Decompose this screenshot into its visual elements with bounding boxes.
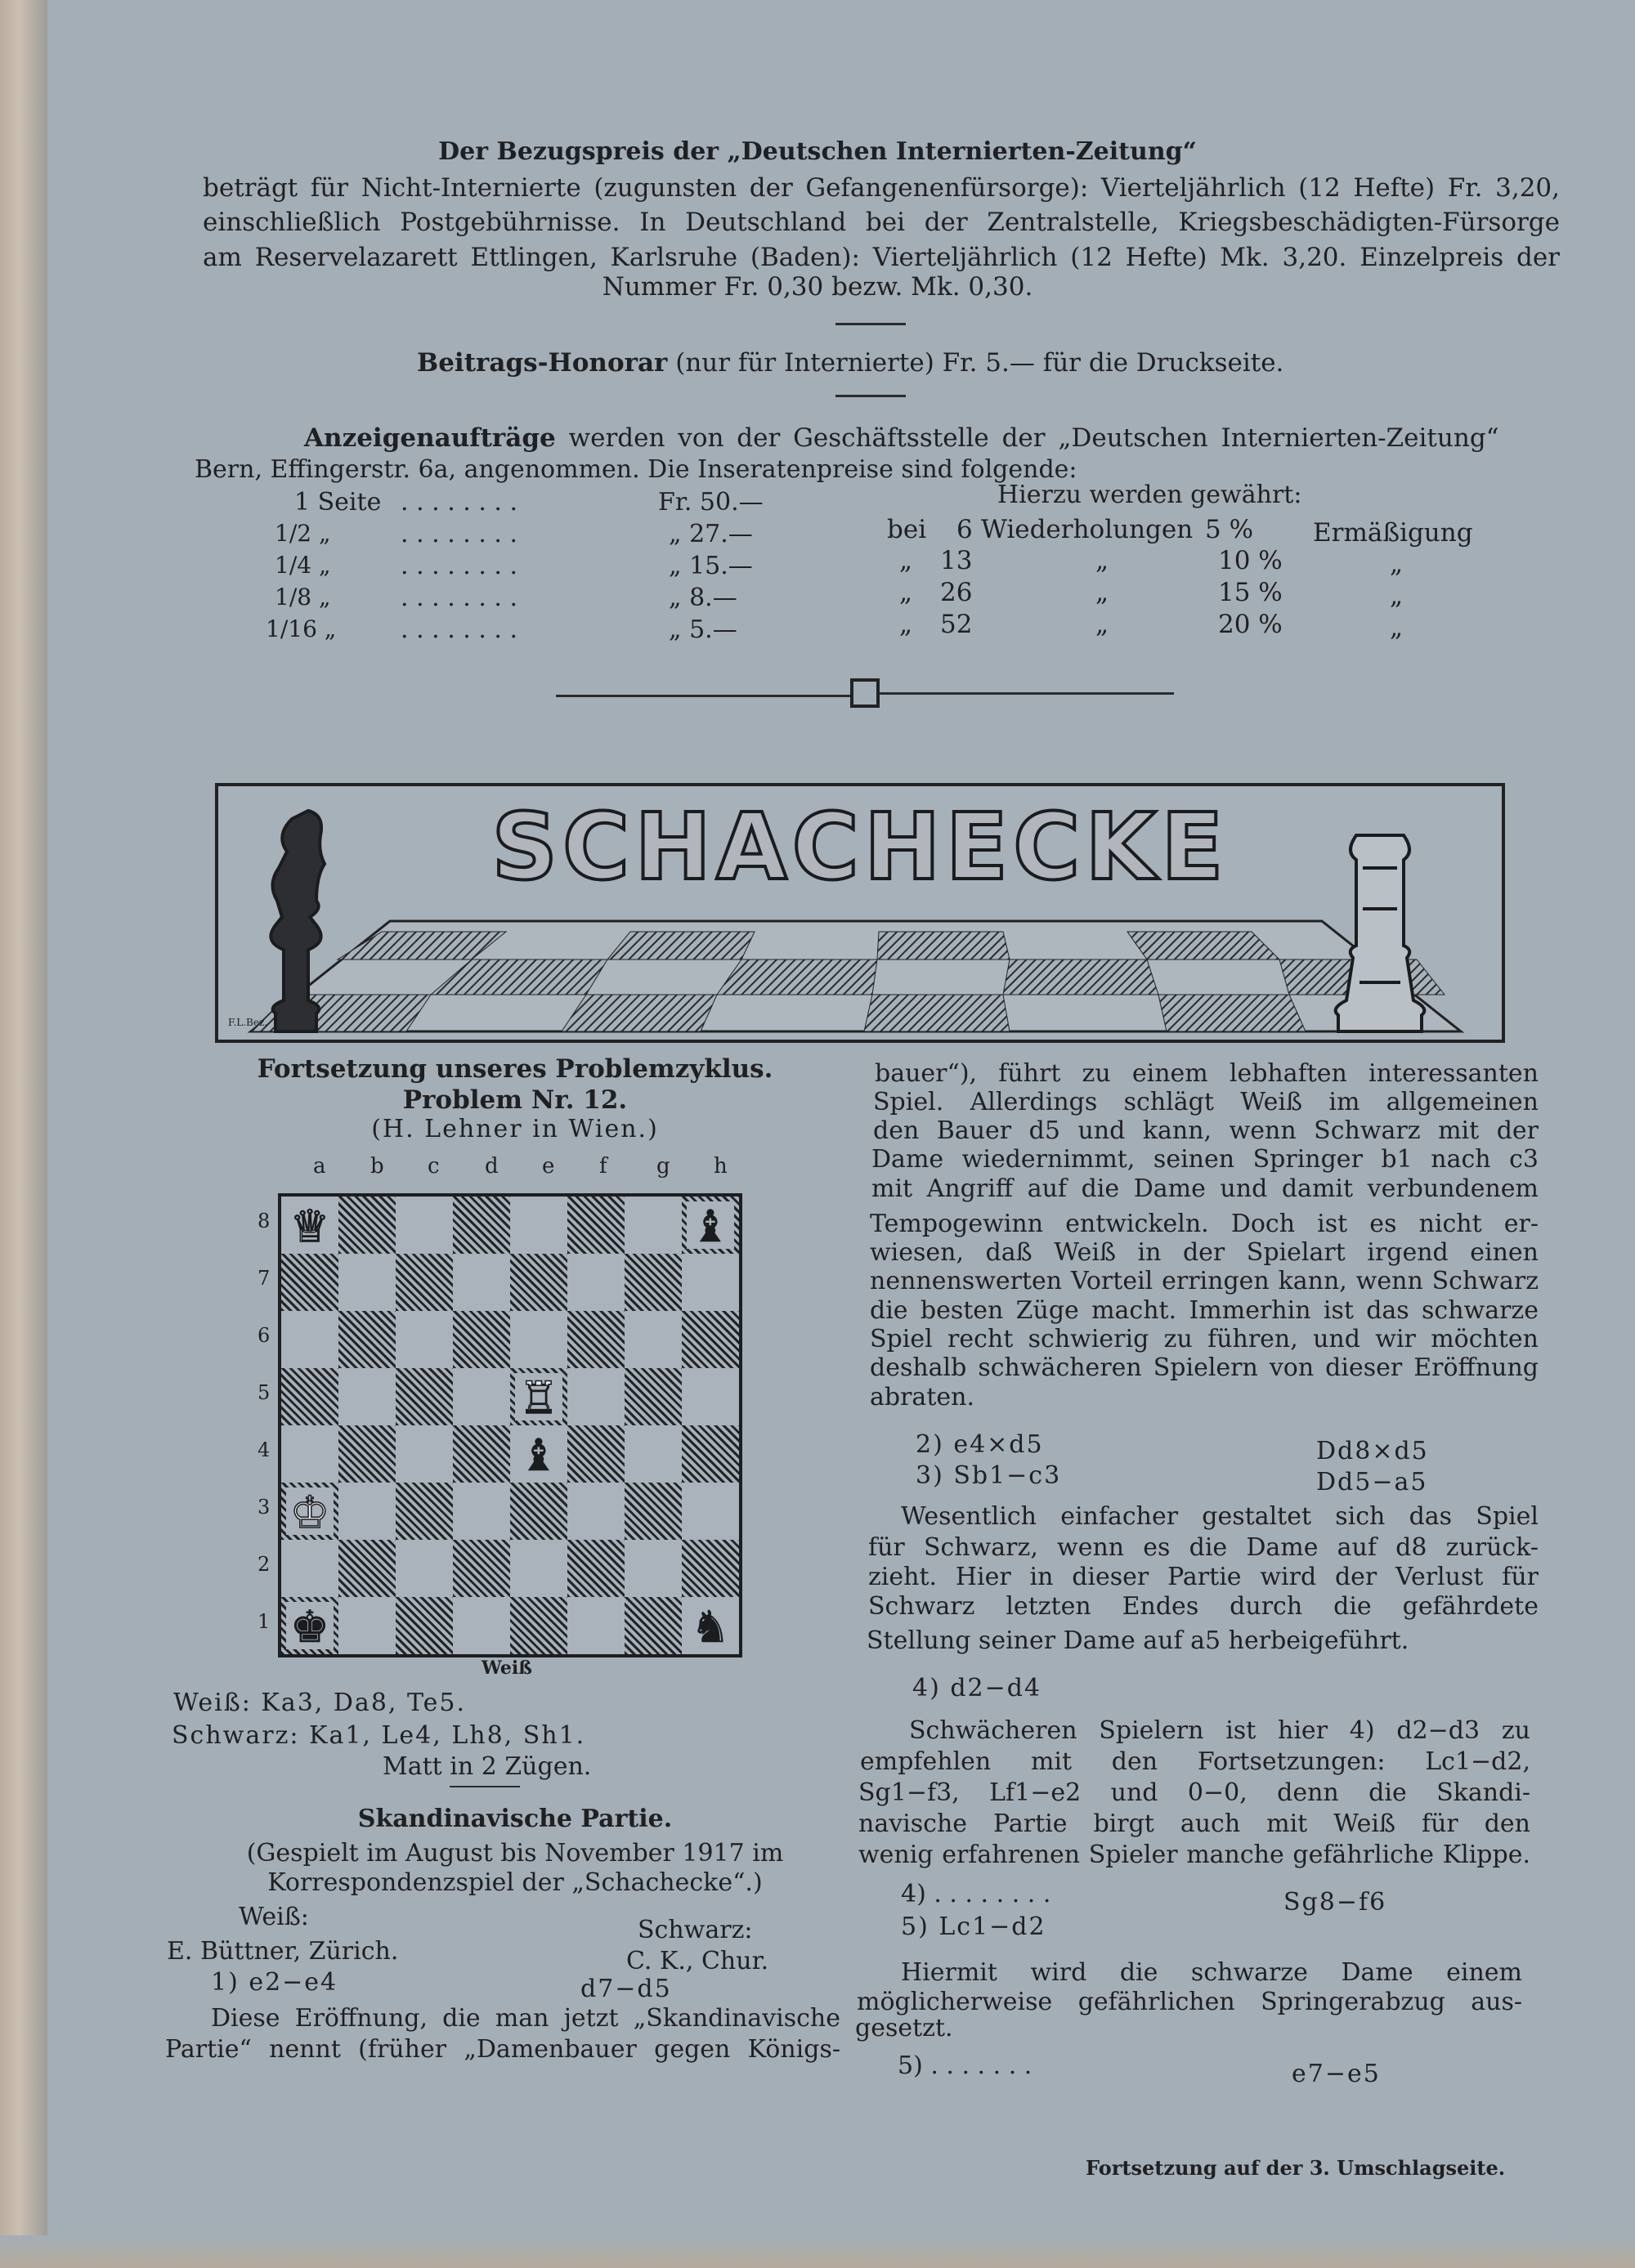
right-line: Wesentlich einfacher gestaltet sich das Spiel — [901, 1502, 1539, 1531]
discount-tail: „ — [1390, 581, 1404, 611]
rank-label: 4 — [258, 1438, 271, 1461]
square-g1 — [625, 1597, 682, 1654]
square-g7 — [625, 1254, 682, 1311]
rank-label: 1 — [258, 1610, 271, 1633]
rank-label: 2 — [258, 1553, 271, 1576]
move5-black: e7−e5 — [1292, 2060, 1381, 2088]
discount-bei: „ — [899, 578, 913, 607]
discount-pct: 10 % — [1218, 546, 1283, 575]
file-label: c — [428, 1154, 440, 1179]
ads-intro-bold: Anzeigenaufträge — [304, 423, 556, 453]
discount-label: „ — [1095, 578, 1109, 607]
square-a4 — [281, 1425, 338, 1483]
right-line: wenig erfahrenen Spieler manche gefährliche Klippe. — [858, 1841, 1530, 1869]
discount-bei: bei — [887, 515, 927, 544]
square-a3 — [281, 1483, 338, 1540]
problem-task: Matt in 2 Zügen. — [383, 1752, 592, 1781]
schachecke-banner — [215, 783, 1505, 1043]
square-g8 — [625, 1197, 682, 1254]
square-f1 — [567, 1597, 625, 1654]
file-label: e — [542, 1154, 555, 1179]
price-value: Fr. 50.— — [658, 488, 764, 517]
right-line: die besten Züge macht. Immerhin ist das schwarze — [870, 1296, 1539, 1325]
file-label: a — [313, 1154, 326, 1179]
discount-tail: „ — [1390, 613, 1404, 642]
right-line: mit Angriff auf die Dame und damit verbundenem — [871, 1174, 1539, 1203]
file-label: g — [656, 1154, 670, 1179]
square-b1 — [338, 1597, 396, 1654]
square-c4 — [396, 1425, 453, 1483]
ornament-rule-right — [880, 692, 1174, 695]
right-line: Dame wiedernimmt, seinen Springer b1 nach c3 — [871, 1145, 1539, 1174]
right-line: für Schwarz, wenn es die Dame auf d8 zurück- — [868, 1533, 1539, 1562]
ornament-square — [850, 678, 880, 708]
divider — [450, 1786, 520, 1787]
black-player: C. K., Chur. — [626, 1947, 769, 1975]
move2-black: Dd8×d5 — [1316, 1437, 1429, 1465]
square-h3 — [682, 1483, 739, 1540]
square-c3 — [396, 1483, 453, 1540]
square-d2 — [453, 1540, 510, 1597]
file-label: f — [599, 1154, 607, 1179]
square-d4 — [453, 1425, 510, 1483]
honorar-bold: Beitrags-Honorar — [417, 348, 668, 378]
square-a1 — [281, 1597, 338, 1654]
discount-label: „ — [1095, 546, 1109, 575]
square-a8 — [281, 1197, 338, 1254]
black-label: Schwarz: — [638, 1916, 753, 1944]
right-line: wiesen, daß Weiß in der Spielart irgend einen — [870, 1238, 1539, 1267]
price-dots: . . . . . . . . — [401, 584, 518, 612]
price-dots: . . . . . . . . — [401, 552, 518, 580]
move4-dots: 4) . . . . . . . . — [901, 1880, 1051, 1908]
honorar-text: (nur für Internierte) Fr. 5.— für die Druckseite. — [675, 348, 1284, 378]
black-king-a1: ♚ — [289, 1601, 330, 1653]
square-g4 — [625, 1425, 682, 1483]
file-label: b — [370, 1154, 384, 1179]
square-d6 — [453, 1311, 510, 1368]
price-dots: . . . . . . . . — [401, 520, 518, 548]
square-g6 — [625, 1311, 682, 1368]
file-label: h — [714, 1154, 728, 1179]
problem-author: (H. Lehner in Wien.) — [371, 1115, 659, 1143]
square-a6 — [281, 1311, 338, 1368]
banner-signature: F.L.Bez. — [228, 1017, 268, 1028]
square-g3 — [625, 1483, 682, 1540]
square-e1 — [510, 1597, 567, 1654]
white-label: Weiß: — [239, 1903, 309, 1931]
square-c8 — [396, 1197, 453, 1254]
square-c1 — [396, 1597, 453, 1654]
right-line: navische Partie birgt auch mit Weiß für den — [858, 1809, 1530, 1838]
square-b4 — [338, 1425, 396, 1483]
discount-bei: „ — [899, 546, 913, 575]
divider — [835, 395, 906, 397]
square-g2 — [625, 1540, 682, 1597]
right-line: möglicherweise gefährlichen Springerabzug aus- — [857, 1988, 1522, 2016]
square-b8 — [338, 1197, 396, 1254]
price-dots: . . . . . . . . — [401, 615, 518, 644]
discount-bei: „ — [899, 610, 913, 639]
ornament-rule-left — [556, 695, 850, 697]
square-b7 — [338, 1254, 396, 1311]
price-size: 1/16 „ — [266, 615, 337, 642]
right-line: Spiel. Allerdings schlägt Weiß im allgemeinen — [873, 1088, 1539, 1116]
white-rook-e5-icon — [510, 1368, 567, 1425]
honorar-line — [417, 348, 1283, 378]
subscription-line: am Reservelazarett Ettlingen, Karlsruhe (Baden): Vierteljährlich (12 Hefte) Mk. 3,20. Einzelpreis der — [203, 243, 1560, 272]
black-bishop-e4: ♝ — [518, 1429, 559, 1481]
square-e7 — [510, 1254, 567, 1311]
move4-white: 4) d2−d4 — [912, 1674, 1042, 1702]
discount-count: 13 — [940, 546, 973, 575]
discount-count: 6 — [956, 515, 973, 544]
square-b6 — [338, 1311, 396, 1368]
square-h4 — [682, 1425, 739, 1483]
square-c5 — [396, 1368, 453, 1425]
left-para-line: Partie“ nennt (früher „Damenbauer gegen Königs- — [165, 2035, 840, 2064]
right-line: abraten. — [870, 1383, 974, 1411]
discount-pct: 20 % — [1218, 610, 1283, 639]
price-value: „ 8.— — [669, 584, 737, 612]
square-d7 — [453, 1254, 510, 1311]
white-queen-a8-icon — [281, 1197, 338, 1254]
white-king-a3: ♔ — [289, 1487, 330, 1538]
square-e5 — [510, 1368, 567, 1425]
black-knight-h1: ♞ — [690, 1601, 731, 1653]
discount-heading: Hierzu werden gewährt: — [997, 481, 1302, 509]
square-f6 — [567, 1311, 625, 1368]
discount-count: 26 — [940, 578, 973, 607]
discount-tail: „ — [1390, 549, 1404, 579]
ads-intro-text: werden von der Geschäftsstelle der „Deutschen Internierten-Zeitung“ — [568, 423, 1499, 453]
square-h6 — [682, 1311, 739, 1368]
square-h7 — [682, 1254, 739, 1311]
price-size: 1/4 „ — [275, 552, 331, 579]
right-line: Tempogewinn entwickeln. Doch ist es nicht er- — [870, 1210, 1539, 1238]
square-h5 — [682, 1368, 739, 1425]
square-e2 — [510, 1540, 567, 1597]
chess-board — [278, 1193, 742, 1657]
rank-label: 7 — [258, 1267, 271, 1290]
square-e6 — [510, 1311, 567, 1368]
right-line: Stellung seiner Dame auf a5 herbeigeführt. — [867, 1626, 1409, 1655]
square-b3 — [338, 1483, 396, 1540]
price-dots: . . . . . . . . — [401, 488, 518, 517]
problem-black: Schwarz: Ka1, Le4, Lh8, Sh1. — [172, 1721, 586, 1750]
square-f2 — [567, 1540, 625, 1597]
game-sub1: (Gespielt im August bis November 1917 im — [246, 1839, 784, 1868]
price-size: 1 Seite — [294, 488, 382, 517]
right-line: deshalb schwächeren Spielern von dieser Eröffnung — [870, 1353, 1539, 1382]
square-c6 — [396, 1311, 453, 1368]
right-line: bauer“), führt zu einem lebhaften interessanten — [875, 1059, 1539, 1088]
square-d1 — [453, 1597, 510, 1654]
white-king-a3-icon — [281, 1483, 338, 1540]
square-d3 — [453, 1483, 510, 1540]
move3-white: 3) Sb1−c3 — [916, 1461, 1062, 1490]
black-king-a1-icon — [281, 1597, 338, 1654]
square-e8 — [510, 1197, 567, 1254]
square-e4 — [510, 1425, 567, 1483]
rank-label: 3 — [258, 1496, 271, 1519]
discount-tail: Ermäßigung — [1313, 518, 1473, 548]
rank-label: 5 — [258, 1381, 271, 1404]
square-b2 — [338, 1540, 396, 1597]
move4-black: Sg8−f6 — [1283, 1888, 1387, 1917]
subscription-line: beträgt für Nicht-Internierte (zugunsten der Gefangenenfürsorge): Vierteljährlich (12 Hefte) Fr. 3,20, — [203, 173, 1560, 203]
ads-intro-line2: Bern, Effingerstr. 6a, angenommen. Die Inseratenpreise sind folgende: — [195, 455, 1077, 484]
subscription-heading: Der Bezugspreis der „Deutschen Internierten-Zeitung“ — [438, 137, 1197, 166]
game-heading: Skandinavische Partie. — [357, 1805, 673, 1833]
problem-white: Weiß: Ka3, Da8, Te5. — [173, 1689, 467, 1717]
problem-number: Problem Nr. 12. — [402, 1085, 628, 1115]
page-bottom-edge — [0, 2235, 1635, 2268]
square-a7 — [281, 1254, 338, 1311]
page-edge — [0, 0, 47, 2268]
square-a5 — [281, 1368, 338, 1425]
price-size: 1/8 „ — [275, 584, 331, 611]
left-para-line: Diese Eröffnung, die man jetzt „Skandinavische — [211, 2004, 840, 2033]
white-rook-e5: ♖ — [518, 1372, 559, 1424]
price-value: „ 27.— — [669, 520, 753, 548]
right-line: Schwächeren Spielern ist hier 4) d2−d3 zu — [909, 1716, 1530, 1745]
square-b5 — [338, 1368, 396, 1425]
discount-label: „ — [1095, 610, 1109, 639]
move1-black: d7−d5 — [580, 1975, 672, 2003]
square-h1 — [682, 1597, 739, 1654]
square-c7 — [396, 1254, 453, 1311]
white-player: E. Büttner, Zürich. — [167, 1937, 399, 1966]
move2-white: 2) e4×d5 — [916, 1430, 1044, 1459]
right-line: Hiermit wird die schwarze Dame einem — [901, 1958, 1522, 1987]
footer-note: Fortsetzung auf der 3. Umschlagseite. — [1086, 2156, 1506, 2180]
move5-dots: 5) . . . . . . . — [898, 2051, 1033, 2080]
square-f4 — [567, 1425, 625, 1483]
square-f7 — [567, 1254, 625, 1311]
square-f5 — [567, 1368, 625, 1425]
price-size: 1/2 „ — [275, 520, 331, 547]
discount-label: Wiederholungen — [981, 515, 1194, 544]
square-d5 — [453, 1368, 510, 1425]
rank-label: 6 — [258, 1324, 271, 1347]
board-caption: Weiß — [482, 1657, 532, 1679]
move5-white: 5) Lc1−d2 — [901, 1912, 1046, 1941]
price-value: „ 15.— — [669, 552, 753, 580]
move3-black: Dd5−a5 — [1316, 1468, 1428, 1496]
white-queen-a8: ♕ — [289, 1201, 330, 1252]
square-e3 — [510, 1483, 567, 1540]
square-a2 — [281, 1540, 338, 1597]
right-line: den Bauer d5 und kann, wenn Schwarz mit der — [873, 1116, 1539, 1145]
square-f8 — [567, 1197, 625, 1254]
right-line: gesetzt. — [855, 2014, 953, 2042]
right-line: Schwarz letzten Endes durch die gefährdete — [868, 1592, 1539, 1621]
file-label: d — [485, 1154, 499, 1179]
black-knight-h1-icon — [682, 1597, 739, 1654]
subscription-last-line: Nummer Fr. 0,30 bezw. Mk. 0,30. — [602, 272, 1033, 302]
discount-count: 52 — [940, 610, 973, 639]
subscription-line: einschließlich Postgebührnisse. In Deutschland bei der Zentralstelle, Kriegsbeschädigten-Fürsorge — [203, 208, 1560, 237]
square-f3 — [567, 1483, 625, 1540]
problem-heading: Fortsetzung unseres Problemzyklus. — [257, 1054, 773, 1084]
game-sub2: Korrespondenzspiel der „Schachecke“.) — [267, 1868, 763, 1897]
square-c2 — [396, 1540, 453, 1597]
right-line: Spiel recht schwierig zu führen, und wir möchten — [870, 1325, 1539, 1353]
move1-white: 1) e2−e4 — [211, 1968, 338, 1997]
ads-intro-line1 — [304, 423, 1499, 453]
right-line: nennenswerten Vorteil erringen kann, wenn Schwarz — [870, 1267, 1539, 1295]
discount-pct: 5 % — [1205, 515, 1254, 544]
discount-pct: 15 % — [1218, 578, 1283, 607]
black-bishop-e4-icon — [510, 1425, 567, 1483]
black-bishop-h8: ♝ — [690, 1201, 731, 1252]
square-g5 — [625, 1368, 682, 1425]
square-h8 — [682, 1197, 739, 1254]
rank-label: 8 — [258, 1210, 271, 1232]
right-line: Sg1−f3, Lf1−e2 und 0−0, denn die Skandi- — [858, 1778, 1530, 1807]
square-h2 — [682, 1540, 739, 1597]
right-line: empfehlen mit den Fortsetzungen: Lc1−d2, — [860, 1747, 1530, 1776]
right-line: zieht. Hier in dieser Partie wird der Verlust für — [868, 1563, 1539, 1591]
black-bishop-h8-icon — [682, 1197, 739, 1254]
divider — [835, 323, 906, 325]
banner-title: SCHACHECKE — [491, 794, 1229, 901]
price-value: „ 5.— — [669, 615, 737, 644]
square-d8 — [453, 1197, 510, 1254]
